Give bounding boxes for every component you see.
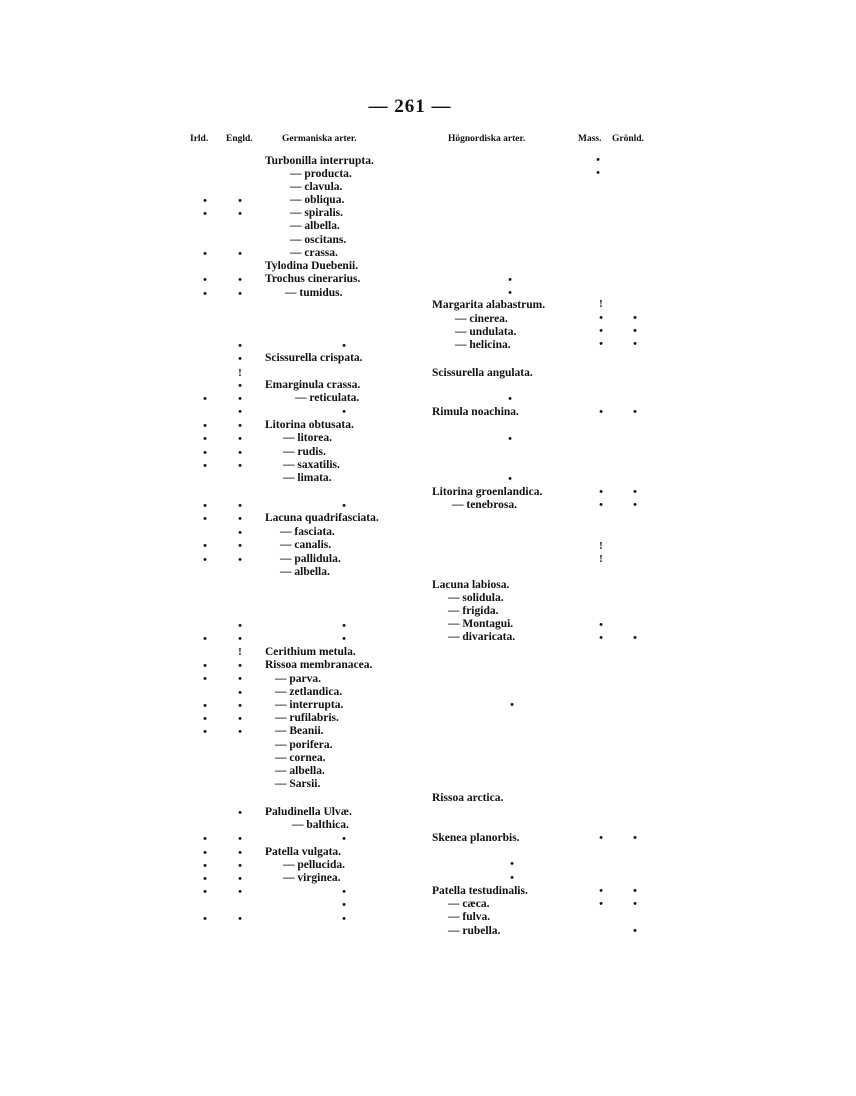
hognordiska-species: — divaricata. [448,631,516,643]
mark-bullet: • [203,886,207,898]
mark-bullet: • [238,807,242,819]
mark-bullet: • [599,632,603,644]
germaniska-species: — virginea. [283,872,341,884]
mark-bullet: • [633,632,637,644]
germaniska-species: — albella. [275,765,325,777]
germaniska-species: — tumidus. [285,287,343,299]
hognordiska-species: Scissurella angulata. [432,367,533,379]
mark-exclamation: ! [599,540,603,552]
mark-bullet: • [238,713,242,725]
mark-bullet: • [203,633,207,645]
mark-bullet: • [599,499,603,511]
germaniska-species: — spiralis. [290,207,344,219]
germaniska-species: Cerithium metula. [265,646,356,658]
germaniska-species: Paludinella Ulvæ. [265,806,352,818]
germaniska-species: — limata. [283,472,332,484]
mark-bullet: • [203,248,207,260]
mark-bullet: • [342,340,346,352]
mark-bullet: • [203,288,207,300]
germaniska-species: — porifera. [275,739,333,751]
mark-bullet: • [238,460,242,472]
germaniska-species: — cornea. [275,752,326,764]
mark-bullet: • [633,406,637,418]
germaniska-species: — balthica. [292,819,349,831]
mark-bullet: • [238,913,242,925]
hognordiska-species: Rissoa arctica. [432,792,504,804]
hognordiska-species: Margarita alabastrum. [432,299,546,311]
mark-bullet: • [238,527,242,539]
mark-bullet: • [203,673,207,685]
mark-bullet: • [633,885,637,897]
germaniska-species: — oscitans. [290,234,347,246]
hognordiska-species: — solidula. [448,592,504,604]
mark-bullet: • [238,673,242,685]
mark-bullet: • [599,486,603,498]
mark-bullet: • [342,886,346,898]
mark-bullet: • [342,899,346,911]
mark-bullet: • [203,860,207,872]
header-gronld: Grönld. [612,134,644,144]
mark-bullet: • [203,513,207,525]
mark-bullet: • [599,312,603,324]
mark-bullet: • [238,274,242,286]
mark-bullet: • [238,700,242,712]
germaniska-species: — Beanii. [275,725,324,737]
mark-bullet: • [596,167,600,179]
mark-bullet: • [238,447,242,459]
germaniska-species: — rufilabris. [275,712,339,724]
mark-bullet: • [203,500,207,512]
mark-bullet: • [238,847,242,859]
hognordiska-species: Rimula noachina. [432,406,519,418]
mark-bullet: • [508,274,512,286]
mark-bullet: • [203,833,207,845]
mark-bullet: • [510,858,514,870]
germaniska-species: — obliqua. [290,194,345,206]
hognordiska-species: — helicina. [455,339,511,351]
hognordiska-species: — tenebrosa. [452,499,517,511]
mark-bullet: • [238,726,242,738]
germaniska-species: Patella vulgata. [265,846,342,858]
germaniska-species: — Sarsii. [275,778,321,790]
mark-bullet: • [203,208,207,220]
mark-bullet: • [342,833,346,845]
mark-bullet: • [238,195,242,207]
mark-bullet: • [203,393,207,405]
mark-bullet: • [599,619,603,631]
mark-bullet: • [508,287,512,299]
germaniska-species: Tylodina Duebenii. [265,260,359,272]
mark-bullet: • [596,154,600,166]
mark-bullet: • [599,885,603,897]
germaniska-species: — parva. [275,673,321,685]
mark-bullet: • [238,833,242,845]
mark-bullet: • [203,540,207,552]
mark-bullet: • [633,499,637,511]
germaniska-species: — rudis. [283,446,326,458]
mark-bullet: • [633,898,637,910]
mark-bullet: • [342,500,346,512]
mark-bullet: • [342,406,346,418]
hognordiska-species: — Montagui. [448,618,514,630]
germaniska-species: Scissurella crispata. [265,352,363,364]
hognordiska-species: Patella testudinalis. [432,885,528,897]
page-number: — 261 — [368,96,452,117]
hognordiska-species: — frigida. [448,605,499,617]
germaniska-species: — albella. [280,566,330,578]
germaniska-species: — zetlandica. [275,686,343,698]
germaniska-species: Turbonilla interrupta. [265,155,374,167]
germaniska-species: — crassa. [290,247,338,259]
mark-bullet: • [238,340,242,352]
mark-bullet: • [238,353,242,365]
mark-bullet: • [238,633,242,645]
germaniska-species: — albella. [290,220,340,232]
mark-bullet: • [238,620,242,632]
mark-bullet: • [342,913,346,925]
mark-bullet: • [238,420,242,432]
mark-bullet: • [508,473,512,485]
germaniska-species: — pellucida. [283,859,345,871]
germaniska-species: Lacuna quadrifasciata. [265,512,379,524]
germaniska-species: — producta. [290,168,352,180]
mark-exclamation: ! [599,298,603,310]
mark-bullet: • [508,393,512,405]
mark-bullet: • [203,554,207,566]
mark-bullet: • [238,208,242,220]
mark-bullet: • [203,913,207,925]
hognordiska-species: Litorina groenlandica. [432,486,543,498]
mark-exclamation: ! [238,367,242,379]
mark-bullet: • [238,886,242,898]
mark-bullet: • [510,699,514,711]
mark-bullet: • [238,248,242,260]
germaniska-species: Emarginula crassa. [265,379,361,391]
mark-bullet: • [203,873,207,885]
header-mass: Mass. [578,134,602,144]
mark-bullet: • [238,660,242,672]
germaniska-species: Litorina obtusata. [265,419,354,431]
mark-bullet: • [238,288,242,300]
germaniska-species: — pallidula. [280,553,341,565]
mark-bullet: • [238,860,242,872]
mark-bullet: • [599,406,603,418]
mark-bullet: • [238,433,242,445]
hognordiska-species: — cæca. [448,898,490,910]
germaniska-species: — clavula. [290,181,343,193]
hognordiska-species: — fulva. [448,911,491,923]
mark-bullet: • [633,325,637,337]
mark-bullet: • [238,380,242,392]
mark-bullet: • [238,393,242,405]
mark-bullet: • [203,660,207,672]
header-engld: Engld. [226,134,253,144]
mark-bullet: • [633,925,637,937]
mark-bullet: • [599,832,603,844]
germaniska-species: Trochus cinerarius. [265,273,361,285]
mark-bullet: • [238,687,242,699]
mark-bullet: • [203,713,207,725]
mark-bullet: • [599,898,603,910]
mark-bullet: • [203,274,207,286]
mark-bullet: • [203,433,207,445]
mark-bullet: • [633,338,637,350]
mark-bullet: • [203,195,207,207]
hognordiska-species: — rubella. [448,925,501,937]
mark-exclamation: ! [238,646,242,658]
mark-bullet: • [599,338,603,350]
mark-bullet: • [238,554,242,566]
mark-bullet: • [203,726,207,738]
mark-bullet: • [633,312,637,324]
mark-bullet: • [633,486,637,498]
hognordiska-species: Lacuna labiosa. [432,579,510,591]
germaniska-species: — reticulata. [295,392,360,404]
mark-bullet: • [203,847,207,859]
mark-bullet: • [342,620,346,632]
mark-bullet: • [342,633,346,645]
mark-bullet: • [203,460,207,472]
mark-bullet: • [238,873,242,885]
germaniska-species: — canalis. [280,539,332,551]
mark-bullet: • [508,433,512,445]
mark-bullet: • [238,540,242,552]
mark-bullet: • [203,700,207,712]
germaniska-species: — interrupta. [275,699,344,711]
mark-bullet: • [633,832,637,844]
hognordiska-species: — undulata. [455,326,517,338]
mark-bullet: • [238,500,242,512]
germaniska-species: — fasciata. [280,526,335,538]
germaniska-species: Rissoa membranacea. [265,659,373,671]
mark-bullet: • [599,325,603,337]
mark-bullet: • [510,872,514,884]
mark-bullet: • [203,447,207,459]
mark-bullet: • [238,513,242,525]
germaniska-species: — saxatilis. [283,459,340,471]
hognordiska-species: — cinerea. [455,313,508,325]
mark-bullet: • [238,406,242,418]
header-irld: Irld. [190,134,209,144]
mark-bullet: • [203,420,207,432]
header-hognordiska: Högnordiska arter. [448,134,526,144]
germaniska-species: — litorea. [283,432,332,444]
hognordiska-species: Skenea planorbis. [432,832,520,844]
header-germaniska: Germaniska arter. [282,134,357,144]
mark-exclamation: ! [599,553,603,565]
